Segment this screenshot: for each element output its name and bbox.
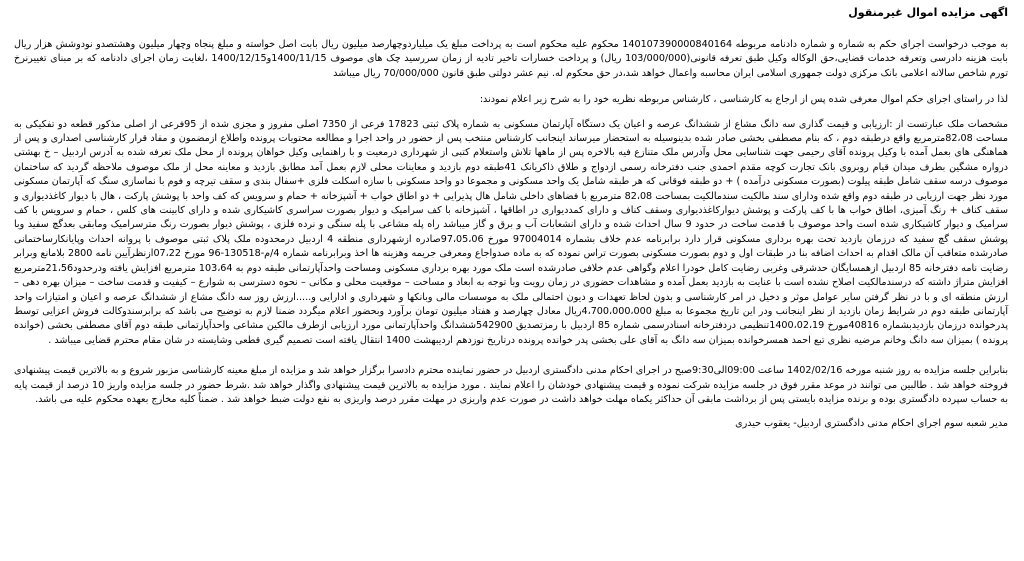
expert-intro-paragraph: لذا در راستای اجرای حکم اموال معرفی شده پس از ارجاع به کارشناسی ، کارشناس مربوطه نظریه خود را به شرح زیر اعلام نمودند: [479, 94, 1008, 106]
property-description-paragraph: مشخصات ملک عبارتست از :ارزیابی و قیمت گذاری سه دانگ مشاع از ششدانگ عرصه و اعیان یک دستگاه آپارتمان مسکونی به شماره پلاک ثبتی 17823 فرعی از 7350 اصلی مفروز و مجزی شده از 95فرعی از اصلی مذکور قطعه دو تفکیکی به مساحت 82،08مترمربع واقع درطبقه دوم ، که بنام مصطفی بخشی صادر شده بدینوسیله به استحضار میرساند اینجانب کارشناس منتخب پس از حضور در واحد اجرا و مطالعه محتویات پرونده واطلاع ازمضمون و مفاد قرار کارشناسی اصداری و پس از هماهنگی های بعمل آمده با وکیل پرونده آقای رحیمی جهت شناسایی محل وآدرس ملک متنازع فیه بالاخره پس از ماهها تلاش واستعلام کتبی از شهرداری درمعیت و با راهنمایی وکیل خواهان پرونده از محل ملک تعرفه شده به آدرس اردبیل – خ بهشتی درواره مشگین بطرف میدان قیام روبروی بانک تجارت کوچه مقدم احمدی جنب دفترخانه رسمی ازدواج و طلاق ذاکریانک 41طبقه دوم بازدید و معاینات محلی لازم بعمل آمد مطابق بازدید و معاینه محل از ملک موصوف ملاحظه گردید که ساختمان موصوف درسه سقف شامل طبقه پیلوت (بصورت مسکونی درآمده ) + دو طبقه فوقانی که هر طبقه شامل یک واحد مسکونی و مجموعا دو واحد مسکونی با سازه اسکلت فلزی +سفال بندی و سقف تیرچه و فوم با نماسازی سنگ که آپارتمان مسکونی مورد نظر جهت ارزیابی در طبقه دوم واقع شده ودارای سند مالکیت سندمالکیت بمساحت 82،08 مترمربع با فضاهای داخلی شامل هال پذیرایی + دو اطاق خواب + آشپزخانه + حمام و سرویس که کف واحد با پوشش پارکت ، هال با دیوار کاغذدیواری و سقف کناف + رنگ آمیزی، اطاق خواب ها با کف پارکت و پوشش دیوارکاغذدیواری وسقف کناف و دارای کمددیواری در اطاقها ، آشپزخانه با کف سرامیک و دیوار بصورت سراسری کاشیکاری شده و دارای کابینت های کلس ، حمام و سرویس با کف سرامیک و دیوار کاشیکاری شده است واحد موصوف با قدمت ساخت در حدود 9 سال احداث شده و دارای انشعابات آب و برق و گاز میباشد راه پله مشاعی با پله سنگی و نرده فلزی ، پوشش دیوار بصورت رنگ مترسرامیک ومابقی بعدگچ سفید وبا پوشش سقف گچ سفید که درزمان بازدید تحت بهره برداری مسکونی قرار دارد برابرنامه عدم خلاف بشماره 97004014 مورخ 97،05،06صادره ازشهرداری منطقه 4 اردبیل درمحدوده ملک پلاک ثبتی موصوف با پروانه احداث وپایانکارساختمانی صادرشده متعاقب آن مالک اقدام به احداث اضافه بنا در طبقات اول و دوم بصورت مسکونی بصورت تراس نموده که به ماده صدواجاع ومعرفی جریمه وهزینه ها اخذ وبرابرنامه شماره 4/م-130518-96 مورخ 07،22ازنظرآیین نامه 2800 بلامانع وبرابر رضایت نامه دفترخانه 85 اردبیل ازهمسایگان حدشرقی وغربی رضایت کامل خودرا اعلام وگواهی عدم خلافی صادرشده است ملک مورد بهره برداری مسکونی ومساحت واحدآپارتمانی طبقه دوم به 103،64 مترمربع افزایش یافته ودرحدود21،56مترمربع افزایش متراژ داشته که درسندمالکیت اصلاح نشده است با عنایت به بازدید بعمل آمده و مشاهدات حضوری در زمان رویت وبا توجه به ابعاد و مساحت – موقعیت محلی و مکانی – نحوه دسترسی به شوارع – کیفیت و قدمت ساخت – میزان بهره دهی – ارزش منطقه ای و با در نظر گرفتن سایر عوامل موثر و دخیل در امر کارشناسی و بدون لحاظ تعهدات و دیون احتمالی ملک به موسسات مالی وبانکها و شهرداری و ادارایی و.....ارزش روز سه دانگ مشاع از ششدانگ عرصه و اعیان و امتیازات واحد آپارتمانی طبقه دوم در شرایط زمان بازدید از نظر اینجانب ودر این تاریخ مجموعا به مبلغ 4،700،000،000ریال معادل چهارصد و هفتاد میلیون تومان برآورد وبحضور اعلام میگردد ضمنا لازم به توضیح می باشد که برابرسندوکالت فروش اعزایی توسط پدرخوانده درزمان بازدیدبشماره 40816مورخ 1400،02،19تنظیمی دردفترخانه اسنادرسمی شماره 85 اردبیل با رمزتصدیق 542900ششدانگ واحدآپارتمانی مورد ارزیابی ازطرف مالکین مشاعی واحدآپارتمانی طبقه دوم آقای مصطفی بخشی (خوانده پرونده ) بمیزان سه دانگ وخانم مرضیه نظری تبع احمد همسرخوانده بمیزان سه دانگ به آقای علی بخشی پدر خوانده پرونده درتاریخ نوزدهم اردیبهشت 1400 انتقال یافته است تصمیم گیری قطعی وشایسته در شان مقام محترم قضایی میباشد . [14, 118, 1009, 346]
auction-terms-paragraph: بنابراین جلسه مزایده به روز شنبه مورخه 1402/02/16 ساعت 09:00الی9:30صبح در اجرای احکام مدنی دادگستری اردبیل در حضور نماینده محترم دادسرا برگزار خواهد شد و مزایده از مبلغ معینه کارشناسی مزبور شروع و به بالاترین قیمت پیشنهادی فروخته خواهد شد . طالبین می توانند در موعد مقرر فوق در جلسه مزایده شرکت نموده و قیمت پیشنهادی خودشان را اعلام نمایند . مورد مزایده به بالاترین قیمت پیشنهادی واگذار خواهد شد .شرط حضور در جلسه مزایده واریز 10 درصد از قیمت پایه به حساب سپرده دادگستری بوده و برنده مزایده بایستی پس از برداشت مابقی آن حداکثر یکماه مهلت خواهد داشت در صورت عدم واریزی در مهلت مقرر درصد واریزی به نفع دولت ضبط خواهد شد . ضمناً کلیه مخارج بعهده محکوم علیه می باشد. [14, 365, 1008, 405]
judgment-paragraph: به موجب درخواست اجرای حکم به شماره و شماره دادنامه مربوطه 140107390000840164 محکوم علیه محکوم است به پرداخت مبلغ یک میلیاردوچهارصد میلیون ریال بابت اصل خواسته و مبلغ پنجاه وچهار میلیون وهشتصدو نودوشش هزار ریال بابت هزینه دادرسی وتعرفه خدمات قضایی،حق الوکاله وکیل طبق تعرفه قانونی(103/000/000 ریال) و پرداخت خسارات تاخیر تادیه از زمان سررسید چک های موصوف 1400/11/15و1400/12/15 ،لغایت زمان اجرای دادنامه که بر مبنای تغییرنرخ تورم شاخص سالانه اعلامی بانک مرکزی دولت جمهوری اسلامی ایران محاسبه واعمال خواهد شد،در حق محکوم له. نیم عشر دولتی طبق قانون 70/000/000 ریال میباشد [14, 39, 1008, 79]
notice-title: اگهی مزایده اموال غیرمنقول [848, 6, 1008, 19]
signature: مدیر شعبه سوم اجرای احکام مدنی دادگستری اردبیل- یعقوب حیدری [735, 418, 1008, 430]
